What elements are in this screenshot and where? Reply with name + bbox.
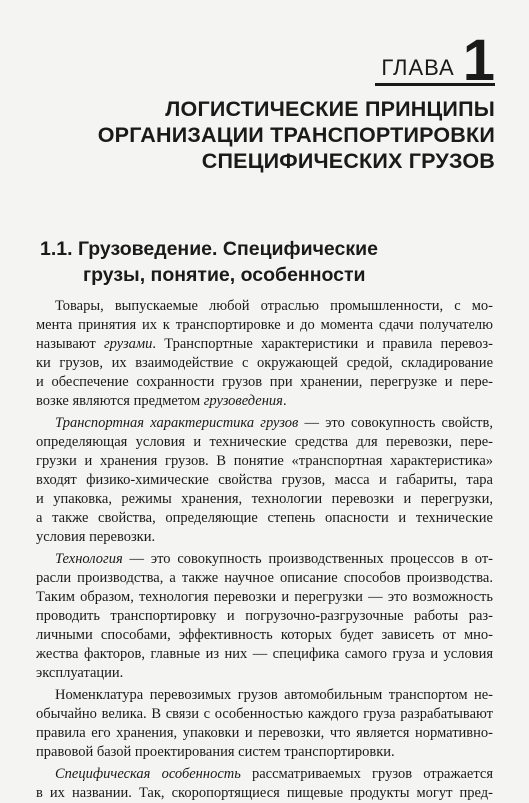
text-line: Специфическая особенность рассматриваемых грузов отражается <box>55 766 493 782</box>
paragraph <box>36 550 493 683</box>
text-line: Транспортная характеристика грузов — это совокупность свойств, <box>55 415 493 431</box>
chapter-label: ГЛАВА <box>381 55 455 81</box>
text-line: обычайно велика. В связи с особенностью каждого груза разрабатывают <box>36 706 493 722</box>
text-line: Номенклатура перевозимых грузов автомобильным транспортом не- <box>55 687 493 703</box>
text-line: и обеспечение сохранности грузов при хранении, перегрузке и пере- <box>36 374 493 390</box>
text-line: ки грузов, их взаимодействие с окружающей средой, складирование <box>36 355 493 371</box>
text-line: правовой базой проектирования систем транспортировки. <box>36 744 395 760</box>
text-line: эксплуатации. <box>36 665 124 681</box>
chapter-number: 1 <box>462 28 495 93</box>
term-emphasis: грузоведения <box>203 393 283 409</box>
text-line: мента принятия их к транспортировке и до момента сдачи получателю <box>36 317 493 333</box>
text-line: правила его хранения, упаковки и перевозки, что является нормативно- <box>36 725 493 741</box>
chapter-heading <box>381 28 495 93</box>
chapter-title <box>40 96 495 174</box>
term-emphasis: грузами <box>104 336 153 352</box>
title-line: СПЕЦИФИЧЕСКИХ ГРУЗОВ <box>201 149 495 173</box>
paragraph <box>36 765 493 803</box>
paragraph <box>36 414 493 547</box>
chapter-rule <box>375 83 495 86</box>
text-line: и упаковка, режимы хранения, технологии перевозки и перегрузки, <box>36 491 493 507</box>
text-line: Товары, выпускаемые любой отраслью промышленности, с мо- <box>55 298 493 314</box>
text-line: Таким образом, технология перевозки и перегрузки — это возможность <box>36 589 493 605</box>
text-line: называют грузами. Транспортные характеристики и правила перевоз- <box>36 336 493 352</box>
term-emphasis: Транспортная характеристика грузов <box>55 415 299 431</box>
text-line: а также свойства, определяющие степень опасности и технические <box>36 510 493 526</box>
text-line: в их названии. Так, скоропортящиеся пищевые продукты могут пред- <box>36 785 493 801</box>
text-line: личными способами, эффективность которых будет зависеть от мно- <box>36 627 493 643</box>
text-line: грузки и хранения грузов. В понятие «транспортная характеристика» <box>36 453 493 469</box>
body-text <box>36 297 493 803</box>
text-line: условия перевозки. <box>36 529 156 545</box>
text-line: жества факторов, главные из них — специфика самого груза и условия <box>36 646 493 662</box>
text-line: проводить транспортировку и погрузочно-разгрузочные работы раз- <box>36 608 493 624</box>
paragraph <box>36 297 493 411</box>
section-title-line: грузы, понятие, особенности <box>83 264 366 286</box>
term-emphasis: Технология <box>55 551 123 567</box>
title-line: ЛОГИСТИЧЕСКИЕ ПРИНЦИПЫ <box>165 97 495 121</box>
section-heading <box>40 236 378 288</box>
title-line: ОРГАНИЗАЦИИ ТРАНСПОРТИРОВКИ <box>97 123 495 147</box>
text-line: расли производства, а также научное описание способов производства. <box>36 570 493 586</box>
text-line: Технология — это совокупность производственных процессов в от- <box>55 551 493 567</box>
paragraph <box>36 686 493 762</box>
text-line: возке являются предметом грузоведения. <box>36 393 287 409</box>
text-line: входят физико-химические свойства грузов, масса и габариты, тара <box>36 472 493 488</box>
term-emphasis: Специфическая особенность <box>55 766 241 782</box>
text-line: определяющая условия и технические средства для перевозки, пере- <box>36 434 493 450</box>
section-title-line: 1.1. Грузоведение. Специфические <box>40 238 378 260</box>
